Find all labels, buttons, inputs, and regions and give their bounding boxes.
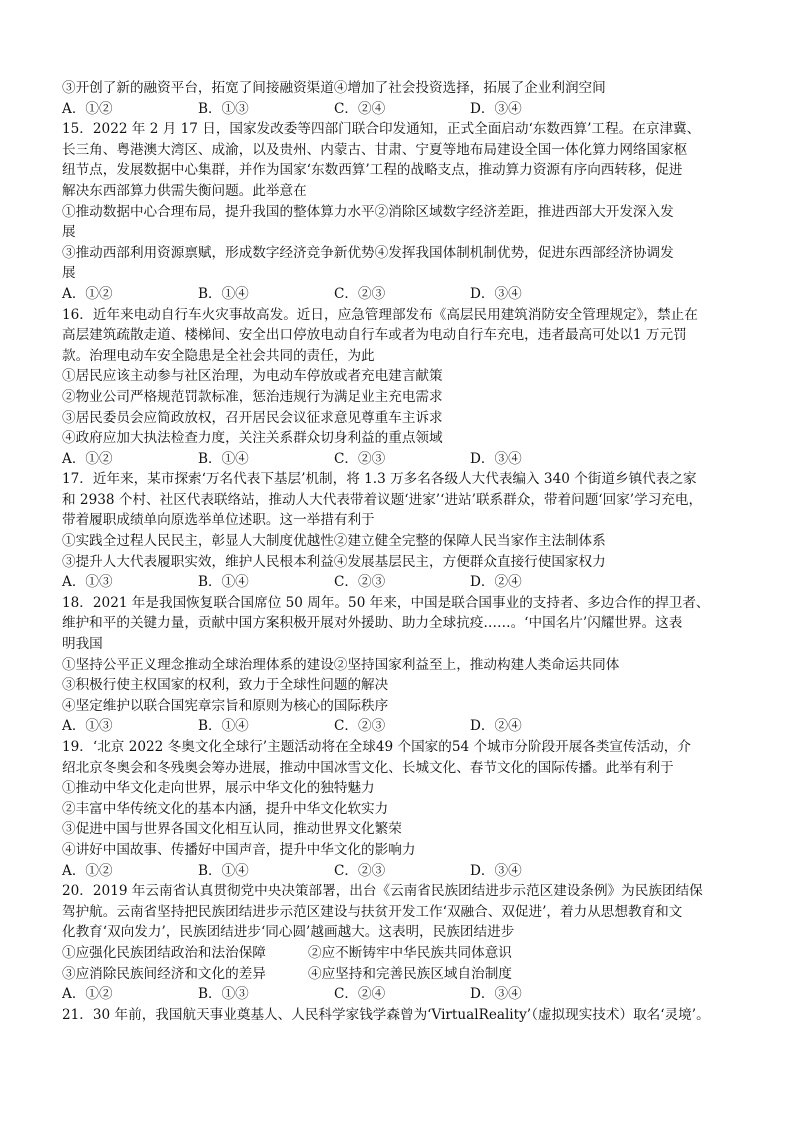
q16-statement: ③居民委员会应简政放权，召开居民会议征求意见尊重车主诉求 xyxy=(62,409,443,426)
q16-stem: 款。治理电动车安全隐患是全社会共同的责任，为此 xyxy=(62,347,375,364)
q17-stem: 带着履职成绩单向原选举单位述职。这一举措有利于 xyxy=(62,512,375,529)
q21-stem: 21．30 年前，我国航天事业奠基人、人民科学家钱学森曾为‘VirtualReality’（虚拟现实技术）取名‘灵境’。 xyxy=(62,1006,710,1023)
q19-stem: 绍北京冬奥会和冬残奥会筹办进展，推动中国冰雪文化、长城文化、春节文化的国际传播。此举有利于 xyxy=(62,759,674,776)
q20-options xyxy=(62,984,738,1005)
option-c: C．②③ xyxy=(334,718,386,735)
q14-options xyxy=(62,99,738,120)
q17-statement: ③提升人大代表履职实效，维护人民根本利益④发展基层民主，方便群众直接行使国家权力 xyxy=(62,553,606,570)
option-d: D．③④ xyxy=(470,862,522,879)
q19-statement: ①推动中华文化走向世界，展示中华文化的独特魅力 xyxy=(62,780,375,797)
q14-statement-3-4: ③开创了新的融资平台，拓宽了间接融资渠道④增加了社会投资选择，拓展了企业利润空间 xyxy=(62,80,606,96)
option-c: C．②③ xyxy=(334,574,386,591)
q15-statement-1-2: ①推动数据中心合理布局，提升我国的整体算力水平②消除区域数字经济差距，推进西部大开发深入发 xyxy=(62,203,674,220)
q18-stem: 维护和平的关键力量，贡献中国方案积极开展对外援助、助力全球抗疫……。‘中国名片’闪耀世界。这表 xyxy=(62,615,683,632)
q15-stem: 解决东西部算力供需失衡问题。此举意在 xyxy=(62,182,307,199)
option-a: A．①② xyxy=(62,986,113,1003)
q19-statement: ②丰富中华传统文化的基本内涵，提升中华文化软实力 xyxy=(62,800,389,817)
q16-statement: ④政府应加大执法检查力度，关注关系群众切身利益的重点领域 xyxy=(62,430,443,447)
option-a: A．①② xyxy=(62,100,113,117)
q17-stem: 和 2938 个村、社区代表联络站，推动人大代表带着议题‘进家’‘进站’联系群众，带着问题‘回家’学习充电， xyxy=(62,491,703,508)
q15-statement-3-4: ③推动西部利用资源禀赋，形成数字经济竞争新优势④发挥我国体制机制优势，促进东西部经济协调发 xyxy=(62,244,674,261)
option-b: B．①④ xyxy=(198,574,249,591)
q19-options xyxy=(62,861,738,882)
q19-stem: 19．‘北京 2022 冬奥文化全球行’主题活动将在全球49 个国家的54 个城市分阶段开展各类宣传活动，介 xyxy=(62,739,691,755)
option-a: A．①③ xyxy=(62,574,113,591)
q17-statement: ①实践全过程人民民主，彰显人大制度优越性②建立健全完整的保障人民当家作主法制体系 xyxy=(62,533,606,550)
q18-options xyxy=(62,716,738,737)
option-b: B．①④ xyxy=(198,862,249,879)
q20-stem: 化教育‘双向发力’，民族团结进步‘同心圆’越画越大。这表明，民族团结进步 xyxy=(62,924,515,941)
q18-statement: ①坚持公平正义理念推动全球治理体系的建设②坚持国家利益至上，推动构建人类命运共同体 xyxy=(62,656,620,673)
q18-statement: ③积极行使主权国家的权利，致力于全球性问题的解决 xyxy=(62,677,389,694)
q20-statement-row xyxy=(62,964,738,985)
option-d: D．③④ xyxy=(470,100,522,117)
option-d: D．③④ xyxy=(470,450,522,467)
q18-statement: ④坚定维护以联合国宪章宗旨和原则为核心的国际秩序 xyxy=(62,697,389,714)
q17-stem: 17．近年来，某市探索‘万名代表下基层’机制，将 1.3 万多名各级人大代表编入 340 个街道乡镇代表之家 xyxy=(62,471,697,488)
q20-statement: ③应消除民族间经济和文化的差异 xyxy=(62,965,266,982)
q20-statement-row xyxy=(62,943,738,964)
q15-stem: 长三角、粤港澳大湾区、成渝，以及贵州、内蒙古、甘肃、宁夏等地布局建设全国一体化算力网络国家枢 xyxy=(62,141,688,158)
q19-statement: ④讲好中国故事、传播好中国声音，提升中华文化的影响力 xyxy=(62,841,416,858)
q18-stem: 18．2021 年是我国恢复联合国席位 50 周年。50 年来，中国是联合国事业的支持者、多边合作的捍卫者、 xyxy=(62,594,710,611)
option-d: D．②④ xyxy=(470,718,522,735)
q20-statement: ②应不断铸牢中华民族共同体意识 xyxy=(308,944,512,961)
q15-stem: 15．2022 年 2 月 17 日，国家发改委等四部门联合印发通知，正式全面启动‘东数西算’工程。在京津冀、 xyxy=(62,121,701,138)
q16-options xyxy=(62,449,738,470)
q20-statement: ④应坚持和完善民族区域自治制度 xyxy=(308,965,512,982)
q20-stem: 20．2019 年云南省认真贯彻党中央决策部署，出台《云南省民族团结进步示范区建设条例》为民族团结保 xyxy=(62,883,703,900)
option-b: B．①④ xyxy=(198,450,249,467)
option-a: A．①② xyxy=(62,450,113,467)
q15-statement-3-4: 展 xyxy=(62,265,76,282)
option-b: B．①④ xyxy=(198,285,249,302)
option-c: C．②③ xyxy=(334,450,386,467)
option-c: C．②③ xyxy=(334,862,386,879)
option-a: A．①③ xyxy=(62,718,113,735)
q20-stem: 驾护航。云南省坚持把民族团结进步示范区建设与扶贫开发工作‘双融合、双促进’，着力从思想教育和文 xyxy=(62,903,683,920)
q16-stem: 16．近年来电动自行车火灾事故高发。近日，应急管理部发布《高层民用建筑消防安全管理规定》，禁止在 xyxy=(62,306,698,323)
q16-stem: 高层建筑疏散走道、楼梯间、安全出口停放电动自行车或者为电动自行车充电，违者最高可处以1 万元罚 xyxy=(62,327,687,344)
option-a: A．①② xyxy=(62,862,113,879)
option-b: B．①③ xyxy=(198,986,249,1003)
option-b: B．①④ xyxy=(198,718,249,735)
q17-options xyxy=(62,572,738,593)
option-d: D．②④ xyxy=(470,574,522,591)
question-content xyxy=(62,78,738,1025)
q15-stem: 纽节点，发展数据中心集群，并作为国家‘东数西算’工程的战略支点，推动算力资源有序向西转移，促进 xyxy=(62,162,683,179)
q18-stem: 明我国 xyxy=(62,636,103,653)
q20-statement: ①应强化民族团结政治和法治保障 xyxy=(62,944,266,961)
q16-statement: ②物业公司严格规范罚款标准，惩治违规行为满足业主充电需求 xyxy=(62,388,443,405)
option-c: C．②④ xyxy=(334,100,386,117)
option-c: C．②④ xyxy=(334,986,386,1003)
option-d: D．③④ xyxy=(470,285,522,302)
q16-statement: ①居民应该主动参与社区治理，为电动车停放或者充电建言献策 xyxy=(62,368,443,385)
q15-options xyxy=(62,284,738,305)
option-a: A．①② xyxy=(62,285,113,302)
q19-statement: ③促进中国与世界各国文化相互认同，推动世界文化繁荣 xyxy=(62,821,402,838)
option-d: D．③④ xyxy=(470,986,522,1003)
option-b: B．①③ xyxy=(198,100,249,117)
q15-statement-1-2: 展 xyxy=(62,224,76,241)
option-c: C．②③ xyxy=(334,285,386,302)
